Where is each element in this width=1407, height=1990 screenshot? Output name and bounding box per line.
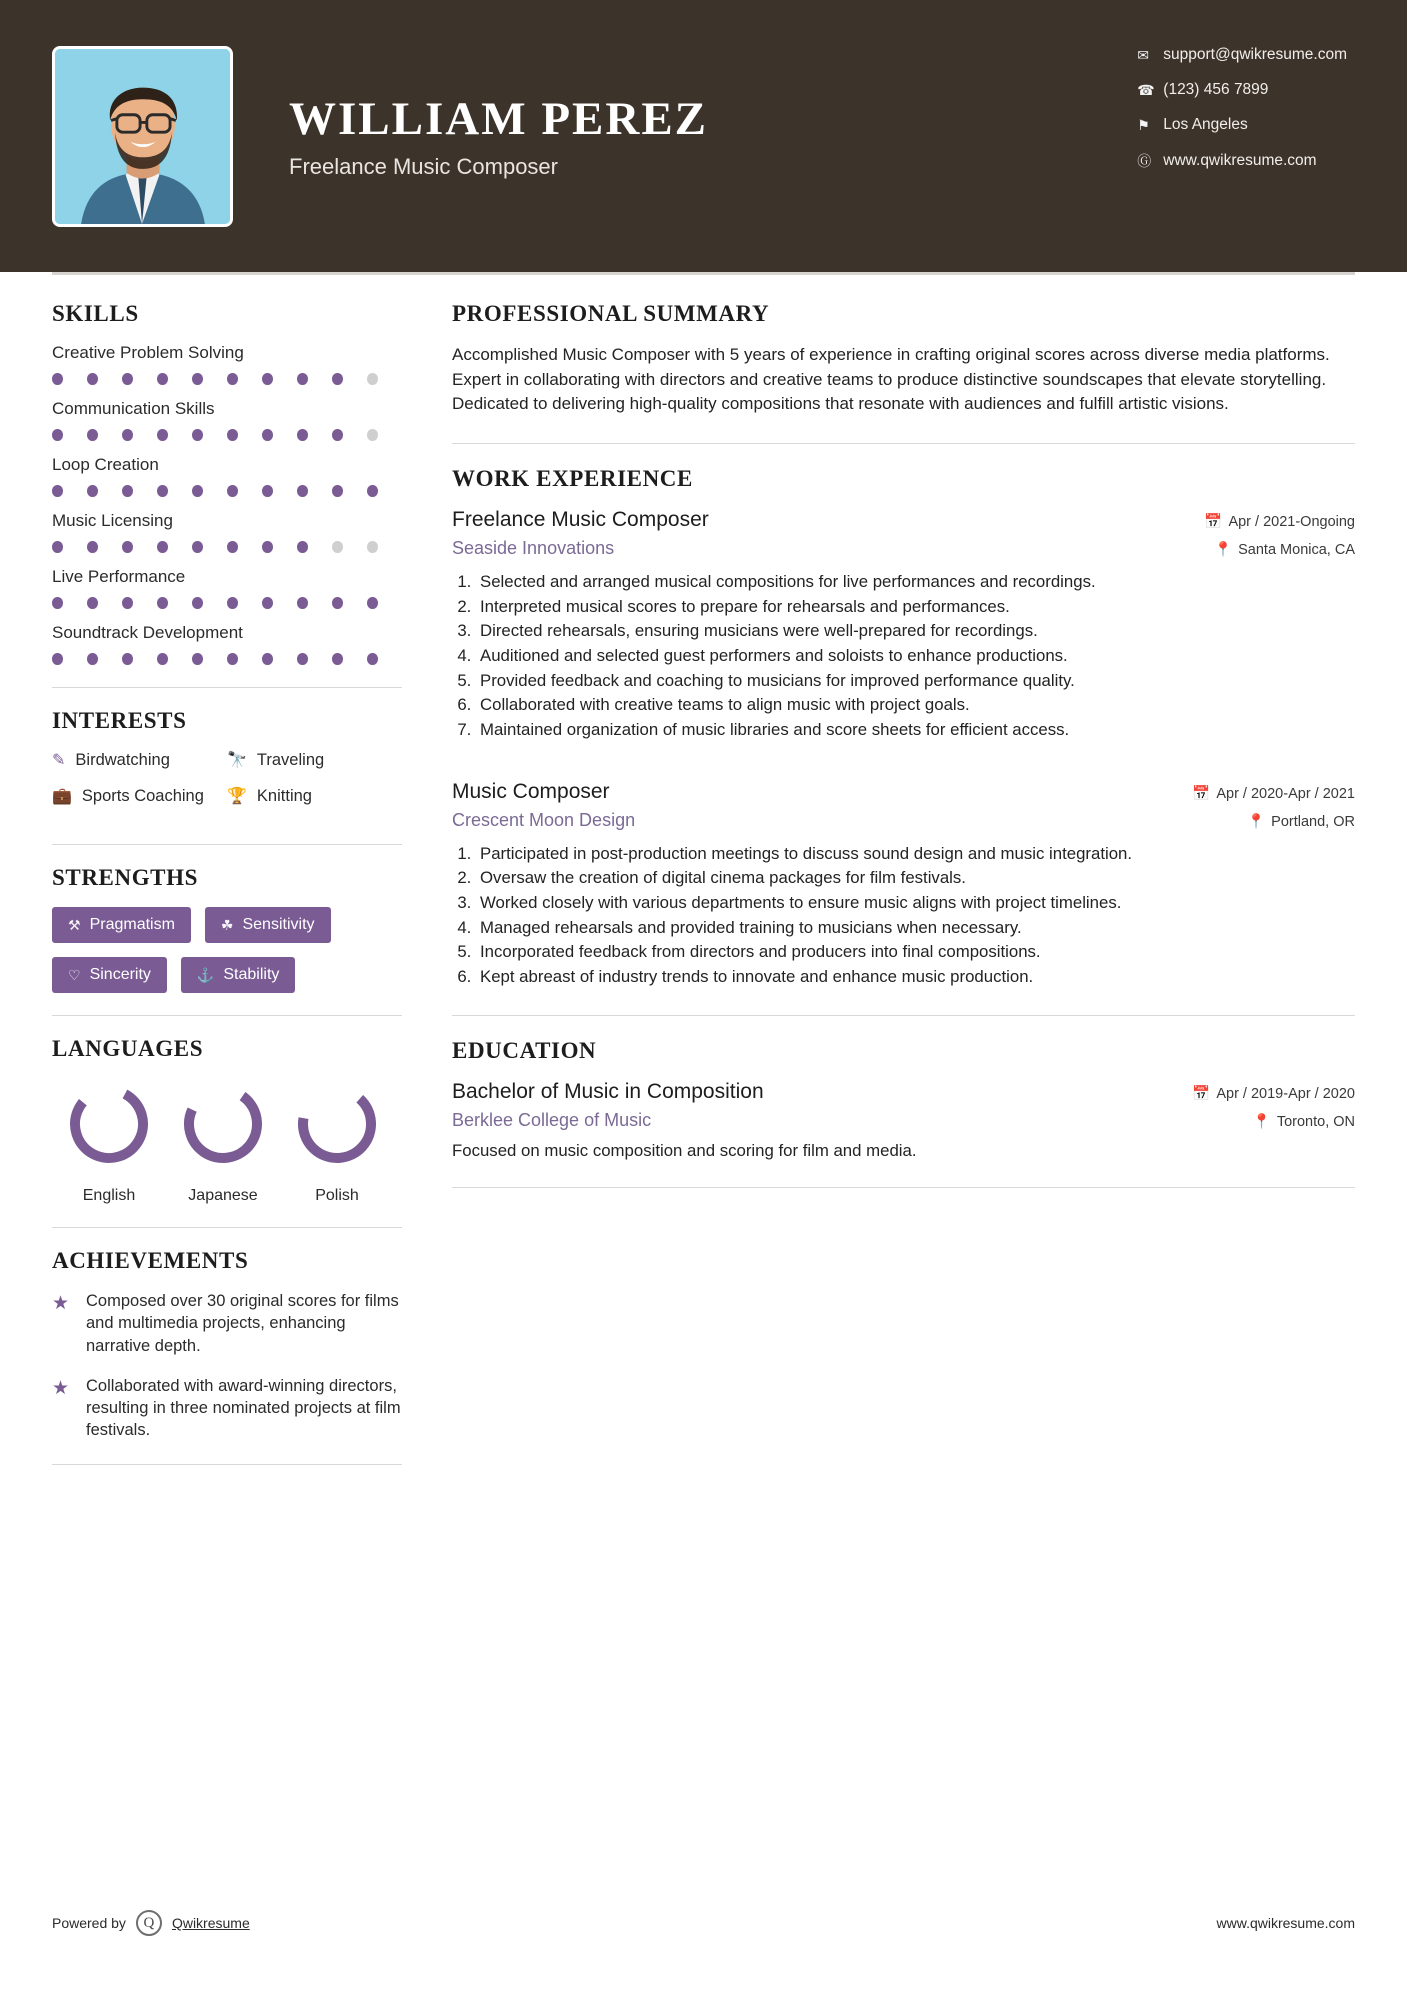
job-bullets xyxy=(476,571,1355,742)
main-divider xyxy=(452,1187,1355,1188)
language-progress-ring xyxy=(63,1078,155,1170)
job-bullet: 6. Collaborated with creative teams to align music with project goals. xyxy=(476,694,1355,717)
achievement-text: Composed over 30 original scores for films and multimedia projects, enhancing narrative depth. xyxy=(86,1292,399,1355)
summary-text: Accomplished Music Composer with 5 years of experience in crafting original scores across diverse media platforms. Expert in collaborating with directors and creative teams to produce distinctive soundscapes that elevate storytelling. Dedicated to delivering high-quality compositions that resonate with audiences and fulfill artistic visions. xyxy=(452,345,1330,414)
skills-heading: SKILLS xyxy=(52,301,139,326)
job-bullets xyxy=(476,843,1355,989)
language-progress-ring xyxy=(177,1078,269,1170)
job-bullet: 4. Managed rehearsals and provided training to musicians when necessary. xyxy=(476,917,1355,940)
interest-item xyxy=(52,786,227,806)
strength-chip xyxy=(52,957,167,993)
language-item xyxy=(52,1078,166,1205)
job-entry xyxy=(452,508,1355,742)
interest-label: Knitting xyxy=(256,786,312,805)
calendar-icon: 📅 xyxy=(1192,1085,1211,1102)
interest-label: Sports Coaching xyxy=(81,786,204,805)
job-bullet: 7. Maintained organization of music libraries and score sheets for efficient access. xyxy=(476,719,1355,742)
job-bullet: 6. Kept abreast of industry trends to innovate and enhance music production. xyxy=(476,966,1355,989)
job-bullet: 3. Worked closely with various departments to ensure music aligns with project timelines. xyxy=(476,892,1355,915)
leaf-icon: ☘ xyxy=(220,916,234,933)
powered-by-block xyxy=(52,1910,250,1936)
calendar-icon: 📅 xyxy=(1192,785,1211,802)
education-heading: EDUCATION xyxy=(452,1037,597,1063)
main-divider xyxy=(452,1015,1355,1016)
sidebar-divider xyxy=(52,687,402,688)
feather-pen-icon: ✎ xyxy=(52,752,66,769)
sidebar-divider xyxy=(52,844,402,845)
achievement-text: Collaborated with award-winning directors, resulting in three nominated projects at film festivals. xyxy=(86,1376,401,1440)
contact-website[interactable] xyxy=(1137,151,1347,171)
skill-label: Communication Skills xyxy=(52,399,215,418)
globe-icon: Ⓖ xyxy=(1137,153,1152,169)
skill-item xyxy=(52,399,402,441)
skill-item xyxy=(52,567,402,609)
education-degree: Bachelor of Music in Composition xyxy=(452,1079,764,1103)
skills-list xyxy=(52,343,402,665)
contact-list xyxy=(1137,46,1347,188)
skill-item xyxy=(52,511,402,553)
main-divider xyxy=(452,443,1355,444)
job-bullet: 1. Participated in post-production meetings to discuss sound design and music integration. xyxy=(476,843,1355,866)
interest-item xyxy=(52,750,227,770)
location-pin-icon: 📍 xyxy=(1252,1113,1271,1130)
powered-by-label: Powered by xyxy=(52,1915,126,1931)
contact-website-text: www.qwikresume.com xyxy=(1163,152,1317,169)
skill-label: Loop Creation xyxy=(52,455,159,474)
language-item xyxy=(280,1078,394,1205)
job-bullet: 5. Provided feedback and coaching to musicians for improved performance quality. xyxy=(476,670,1355,693)
job-bullet: 1. Selected and arranged musical compositions for live performances and recordings. xyxy=(476,571,1355,594)
interest-item xyxy=(227,750,402,770)
job-role: Freelance Music Composer xyxy=(452,507,709,531)
location-pin-icon: ⚑ xyxy=(1137,116,1150,133)
candidate-name: WILLIAM PEREZ xyxy=(289,93,709,145)
job-bullet: 3. Directed rehearsals, ensuring musicians were well-prepared for recordings. xyxy=(476,620,1355,643)
contact-location-text: Los Angeles xyxy=(1163,116,1248,133)
anchor-icon: ⚓ xyxy=(196,966,215,983)
experience-heading: WORK EXPERIENCE xyxy=(452,465,693,491)
language-item xyxy=(166,1078,280,1205)
page-footer xyxy=(52,1910,1355,1936)
strengths-list xyxy=(52,907,402,993)
calendar-icon: 📅 xyxy=(1204,513,1223,530)
achievements-heading: ACHIEVEMENTS xyxy=(52,1248,249,1273)
skill-label: Music Licensing xyxy=(52,511,173,530)
job-entry xyxy=(452,780,1355,989)
interest-label: Birdwatching xyxy=(75,750,170,769)
hammer-icon: ⚒ xyxy=(68,916,81,933)
trophy-icon: 🏆 xyxy=(227,788,247,805)
languages-list xyxy=(52,1078,402,1205)
contact-phone-text: (123) 456 7899 xyxy=(1163,81,1269,98)
heart-icon: ♡ xyxy=(68,966,81,983)
interest-label: Traveling xyxy=(256,750,325,769)
language-label: Polish xyxy=(315,1187,359,1204)
skill-label: Live Performance xyxy=(52,567,186,586)
location-pin-icon: 📍 xyxy=(1214,541,1233,558)
skill-item xyxy=(52,343,402,385)
strength-chip xyxy=(181,957,295,993)
education-location: 📍 Toronto, ON xyxy=(1252,1113,1355,1130)
resume-header xyxy=(0,0,1407,272)
briefcase-icon: 💼 xyxy=(52,788,72,805)
skill-rating xyxy=(52,541,402,553)
contact-location xyxy=(1137,116,1347,134)
achievement-item xyxy=(52,1290,402,1357)
job-company: Crescent Moon Design xyxy=(452,809,636,830)
education-entry xyxy=(452,1080,1355,1161)
candidate-job-title: Freelance Music Composer xyxy=(289,154,558,179)
strength-label: Stability xyxy=(223,966,280,983)
job-location: 📍 Santa Monica, CA xyxy=(1214,541,1355,558)
strength-chip xyxy=(205,907,331,943)
education-date: 📅 Apr / 2019-Apr / 2020 xyxy=(1192,1085,1355,1102)
education-school: Berklee College of Music xyxy=(452,1109,652,1130)
sidebar-divider xyxy=(52,1227,402,1228)
avatar xyxy=(52,46,233,227)
contact-email[interactable] xyxy=(1137,46,1347,64)
envelope-icon: ✉ xyxy=(1137,46,1150,63)
star-badge-icon: ★ xyxy=(52,1377,70,1399)
star-badge-icon: ★ xyxy=(52,1293,70,1314)
education-description: Focused on music composition and scoring for film and media. xyxy=(452,1140,917,1160)
skill-item xyxy=(52,623,402,665)
skill-rating xyxy=(52,429,402,441)
resume-body xyxy=(0,275,1407,1485)
qwikresume-brand-link[interactable]: Qwikresume xyxy=(171,1915,250,1931)
job-bullet: 2. Oversaw the creation of digital cinema packages for film festivals. xyxy=(476,867,1355,890)
job-bullet: 5. Incorporated feedback from directors and producers into final compositions. xyxy=(476,941,1355,964)
job-date: 📅 Apr / 2021-Ongoing xyxy=(1204,513,1355,530)
phone-icon: ☎ xyxy=(1137,81,1155,98)
binoculars-icon: 🔭 xyxy=(227,752,247,769)
contact-email-text: support@qwikresume.com xyxy=(1163,46,1347,63)
job-bullet: 4. Auditioned and selected guest performers and soloists to enhance productions. xyxy=(476,645,1355,668)
interest-item xyxy=(227,786,402,806)
skill-rating xyxy=(52,485,402,497)
achievements-list xyxy=(52,1290,402,1442)
achievement-item xyxy=(52,1375,402,1442)
summary-heading: PROFESSIONAL SUMMARY xyxy=(452,301,770,326)
interests-list xyxy=(52,750,402,822)
languages-heading: LANGUAGES xyxy=(52,1036,204,1061)
sidebar-divider xyxy=(52,1464,402,1465)
qwikresume-logo-icon: Q xyxy=(136,1910,162,1936)
strength-chip xyxy=(52,907,191,943)
strength-label: Sensitivity xyxy=(242,916,315,933)
footer-website[interactable]: www.qwikresume.com xyxy=(1216,1915,1355,1931)
skill-label: Soundtrack Development xyxy=(52,623,243,642)
language-label: English xyxy=(82,1187,136,1204)
job-bullet: 2. Interpreted musical scores to prepare for rehearsals and performances. xyxy=(476,596,1355,619)
contact-phone[interactable] xyxy=(1137,81,1347,99)
main-column xyxy=(402,301,1355,1485)
skill-rating xyxy=(52,597,402,609)
strength-label: Sincerity xyxy=(89,966,151,983)
job-location: 📍 Portland, OR xyxy=(1247,813,1355,830)
location-pin-icon: 📍 xyxy=(1247,813,1266,830)
sidebar-divider xyxy=(52,1015,402,1016)
skill-rating xyxy=(52,373,402,385)
strengths-heading: STRENGTHS xyxy=(52,865,199,890)
sidebar xyxy=(52,301,402,1485)
language-progress-ring xyxy=(291,1078,383,1170)
job-company: Seaside Innovations xyxy=(452,537,615,558)
job-date: 📅 Apr / 2020-Apr / 2021 xyxy=(1192,785,1355,802)
name-block xyxy=(289,92,708,180)
skill-item xyxy=(52,455,402,497)
strength-label: Pragmatism xyxy=(89,916,175,933)
skill-label: Creative Problem Solving xyxy=(52,343,244,362)
skill-rating xyxy=(52,653,402,665)
interests-heading: INTERESTS xyxy=(52,708,187,733)
job-role: Music Composer xyxy=(452,779,610,803)
language-label: Japanese xyxy=(188,1187,258,1204)
avatar-photo xyxy=(55,49,230,224)
